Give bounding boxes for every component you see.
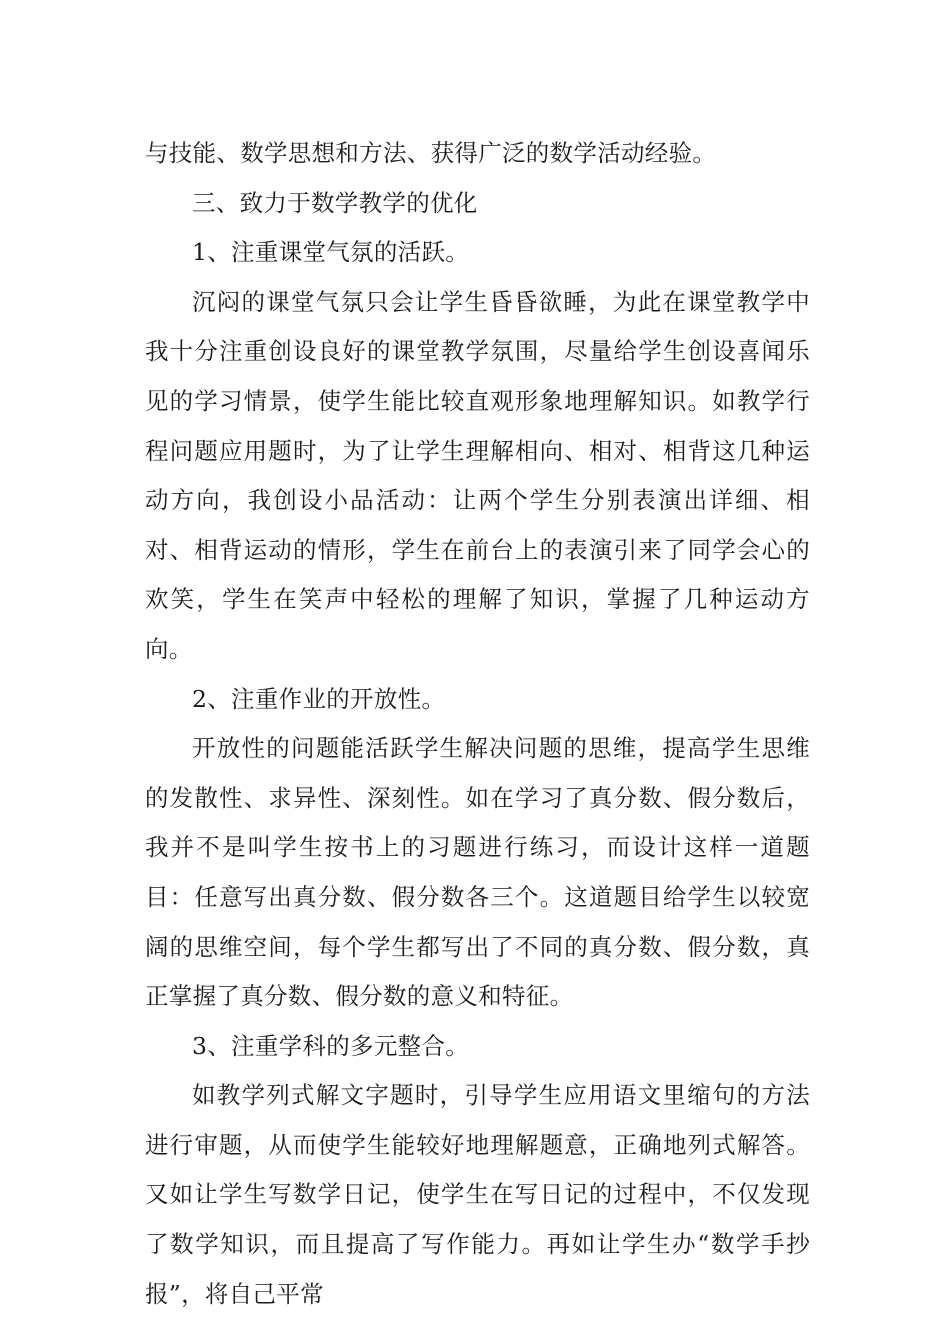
paragraph: 开放性的问题能活跃学生解决问题的思维，提高学生思维的发散性、求异性、深刻性。如在学习了真分数、假分数后，我并不是叫学生按书上的习题进行练习，而设计这样一道题目：任意写出真分数、假分数各三个。这道题目给学生以较宽阔的思维空间，每个学生都写出了不同的真分数、假分数，真正掌握了真分数、假分数的意义和特征。 <box>145 734 810 1011</box>
paragraph: 与技能、数学思想和方法、获得广泛的数学活动经验。 <box>145 139 717 167</box>
subheading: 3、注重学科的多元整合。 <box>192 1031 470 1060</box>
section-heading: 三、致力于数学教学的优化 <box>192 188 478 217</box>
paragraph: 如教学列式解文字题时，引导学生应用语文里缩句的方法进行审题，从而使学生能较好地理解题意，正确地列式解答。又如让学生写数学日记，使学生在写日记的过程中，不仅发现了数学知识，而且提高了写作能力。再如让学生办“数学手抄报”，将自己平常 <box>145 1081 810 1308</box>
paragraph: 沉闷的课堂气氛只会让学生昏昏欲睡，为此在课堂教学中我十分注重创设良好的课堂教学氛围，尽量给学生创设喜闻乐见的学习情景，使学生能比较直观形象地理解知识。如教学行程问题应用题时，为了让学生理解相向、相对、相背这几种运动方向，我创设小品活动：让两个学生分别表演出详细、相对、相背运动的情形，学生在前台上的表演引来了同学会心的欢笑，学生在笑声中轻松的理解了知识，掌握了几种运动方向。 <box>145 287 810 663</box>
subheading: 1、注重课堂气氛的活跃。 <box>192 238 470 267</box>
document-body <box>145 129 810 1319</box>
subheading: 2、注重作业的开放性。 <box>192 684 446 713</box>
